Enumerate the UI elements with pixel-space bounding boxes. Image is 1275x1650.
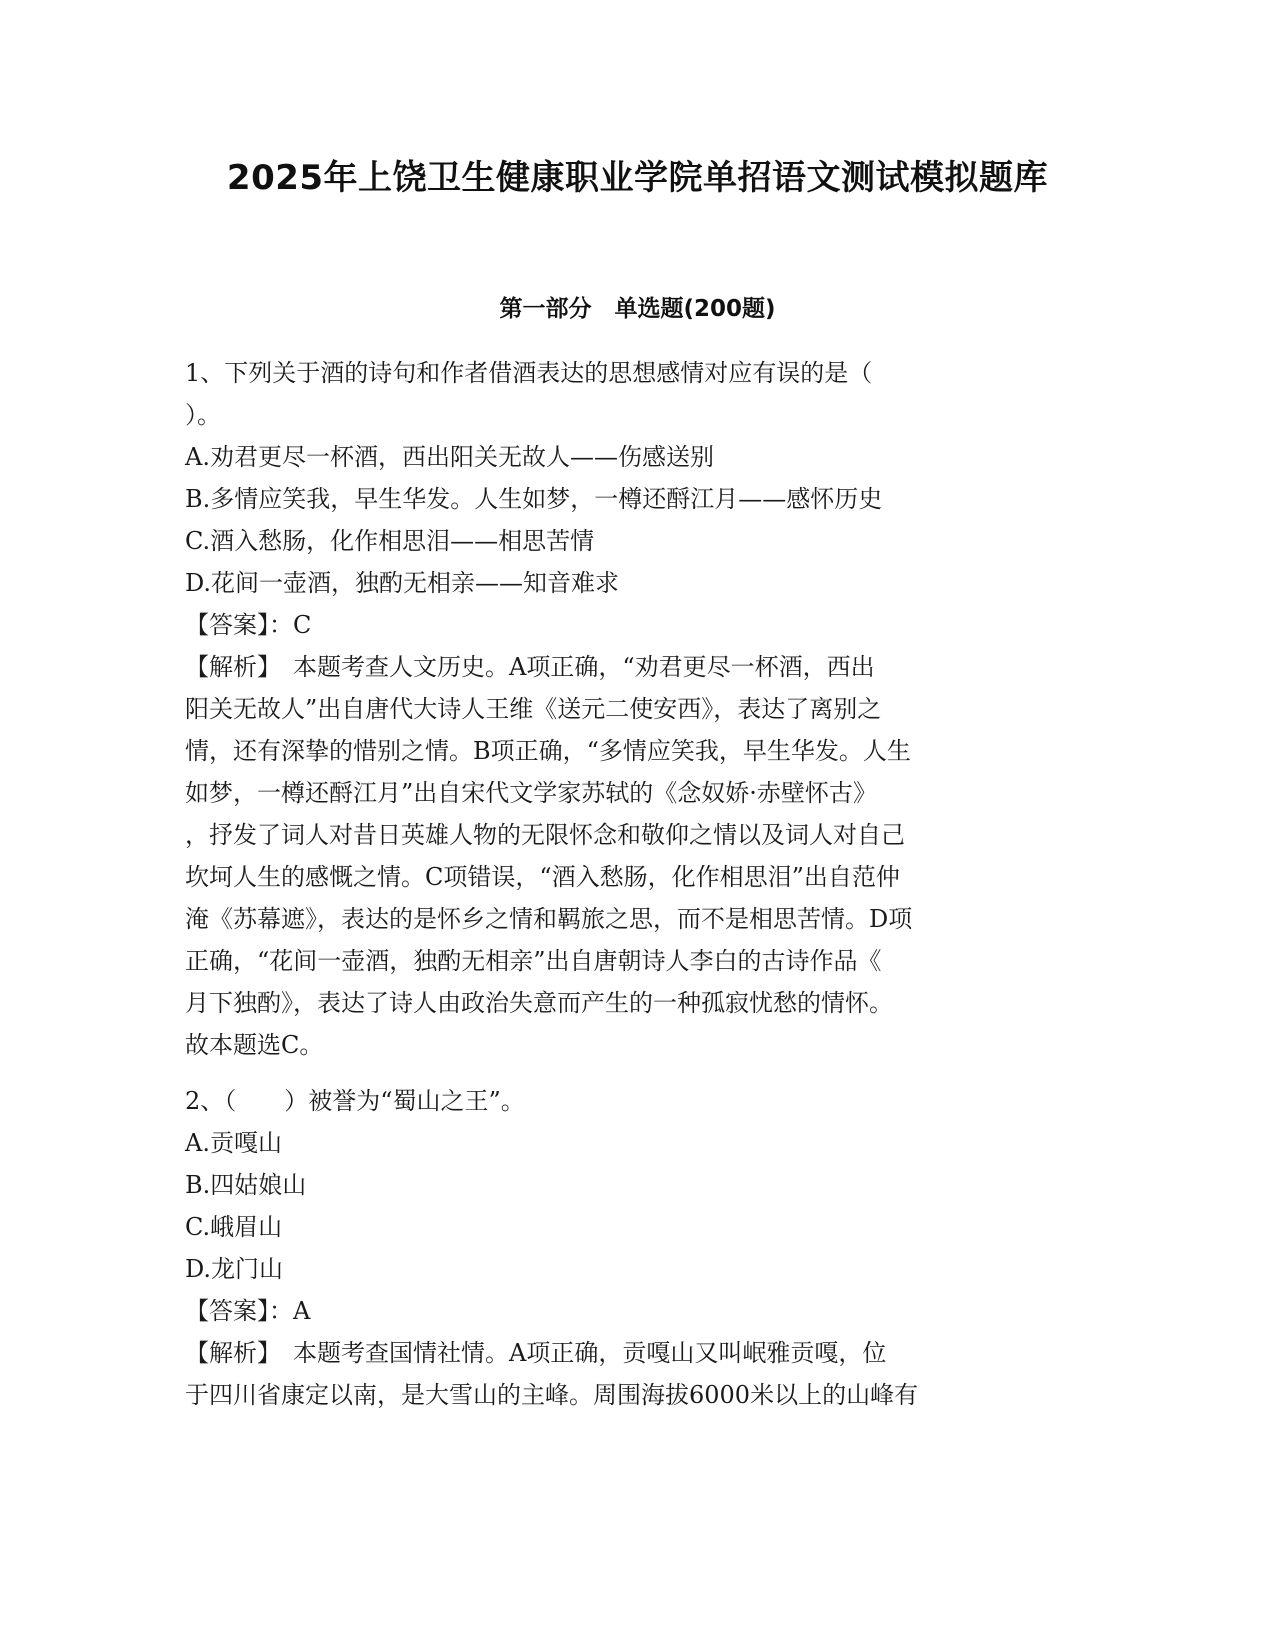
question-2-analysis-line: 于四川省康定以南，是大雪山的主峰。周围海拔6000米以上的山峰有 <box>185 1381 919 1409</box>
question-list <box>185 352 1085 1416</box>
question-1-option-b: B.多情应笑我，早生华发。人生如梦，一樽还酹江月——感怀历史 <box>185 485 883 513</box>
question-1 <box>185 352 1085 1066</box>
question-2-option-d: D.龙门山 <box>185 1255 284 1283</box>
question-2-option-c: C.峨眉山 <box>185 1213 283 1241</box>
question-1-analysis-line: 阳关无故人”出自唐代大诗人王维《送元二使安西》，表达了离别之 <box>185 695 882 723</box>
question-1-answer: 【答案】：C <box>185 611 312 639</box>
section-heading: 第一部分 单选题(200题) <box>499 296 776 322</box>
question-1-analysis-line: 【解析】 本题考查人文历史。A项正确，“劝君更尽一杯酒，西出 <box>185 653 875 681</box>
question-1-analysis-line: 情，还有深挚的惜别之情。B项正确，“多情应笑我，早生华发。人生 <box>185 737 911 765</box>
question-spacer <box>185 1066 1085 1080</box>
question-2-answer: 【答案】：A <box>185 1297 311 1325</box>
question-1-analysis-line: 月下独酌》，表达了诗人由政治失意而产生的一种孤寂忧愁的情怀。 <box>185 989 893 1017</box>
question-1-analysis-line: 如梦，一樽还酹江月”出自宋代文学家苏轼的《念奴娇·赤壁怀古》 <box>185 779 877 807</box>
question-1-stem-continued: ）。 <box>185 401 221 429</box>
question-1-analysis-line: 淹《苏幕遮》，表达的是怀乡之情和羁旅之思，而不是相思苦情。D项 <box>185 905 913 933</box>
question-1-option-c: C.酒入愁肠，化作相思泪——相思苦情 <box>185 527 595 555</box>
question-2-option-b: B.四姑娘山 <box>185 1171 307 1199</box>
document-title: 2025年上饶卫生健康职业学院单招语文测试模拟题库 <box>226 158 1049 198</box>
question-1-analysis-line: 故本题选C。 <box>185 1031 324 1059</box>
question-2-option-a: A.贡嘎山 <box>185 1129 282 1157</box>
question-1-option-d: D.花间一壶酒，独酌无相亲——知音难求 <box>185 569 620 597</box>
question-1-option-a: A.劝君更尽一杯酒，西出阳关无故人——伤感送别 <box>185 443 714 471</box>
question-2-stem: 2、（ ）被誉为“蜀山之王”。 <box>185 1087 525 1115</box>
question-1-analysis-line: ，抒发了词人对昔日英雄人物的无限怀念和敬仰之情以及词人对自己 <box>185 821 905 849</box>
question-1-stem: 1、下列关于酒的诗句和作者借酒表达的思想感情对应有误的是（ <box>185 359 873 387</box>
question-2 <box>185 1080 1085 1416</box>
question-1-analysis-line: 正确，“花间一壶酒，独酌无相亲”出自唐朝诗人李白的古诗作品《 <box>185 947 882 975</box>
question-1-analysis-line: 坎坷人生的感慨之情。C项错误，“酒入愁肠，化作相思泪”出自范仲 <box>185 863 900 891</box>
question-2-analysis-line: 【解析】 本题考查国情社情。A项正确，贡嘎山又叫岷雅贡嘎，位 <box>185 1339 887 1367</box>
